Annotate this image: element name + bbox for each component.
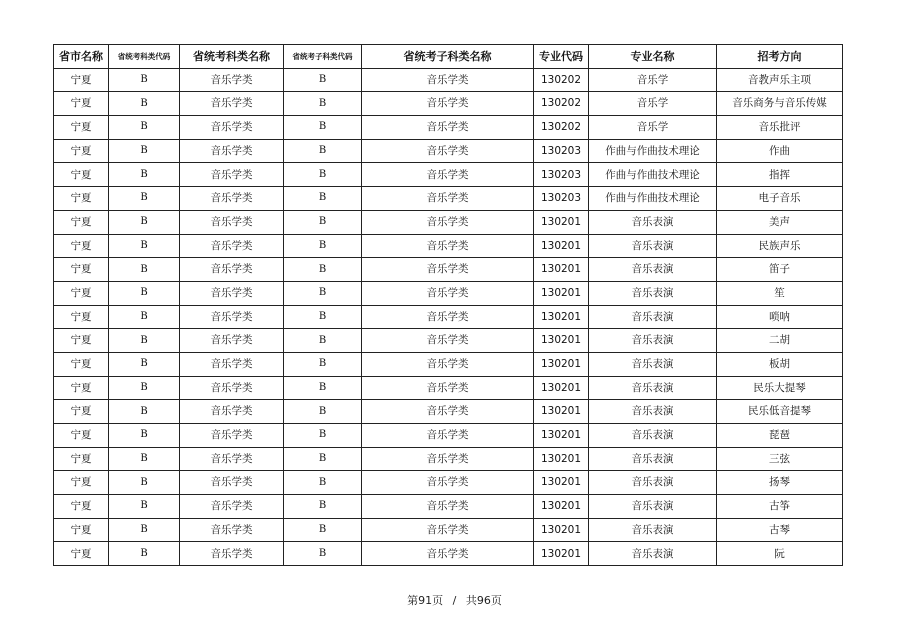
cell-subcategory-name: 音乐学类 <box>362 139 534 163</box>
cell-subcategory-name: 音乐学类 <box>362 234 534 258</box>
cell-major-code: 130201 <box>534 495 589 519</box>
cell-subcategory-code: B <box>284 305 362 329</box>
cell-direction: 民族声乐 <box>717 234 843 258</box>
cell-major-code: 130201 <box>534 305 589 329</box>
cell-category-name: 音乐学类 <box>180 329 284 353</box>
cell-category-code: B <box>109 258 180 282</box>
cell-subcategory-code: B <box>284 376 362 400</box>
table-row <box>54 471 843 495</box>
cell-category-code: B <box>109 352 180 376</box>
cell-category-code: B <box>109 376 180 400</box>
cell-province: 宁夏 <box>54 210 109 234</box>
cell-subcategory-name: 音乐学类 <box>362 400 534 424</box>
cell-province: 宁夏 <box>54 281 109 305</box>
cell-category-code: B <box>109 139 180 163</box>
table-row <box>54 518 843 542</box>
cell-subcategory-name: 音乐学类 <box>362 424 534 448</box>
cell-major-code: 130202 <box>534 68 589 92</box>
cell-province: 宁夏 <box>54 258 109 282</box>
cell-major-code: 130201 <box>534 518 589 542</box>
cell-major-code: 130201 <box>534 471 589 495</box>
table-row <box>54 447 843 471</box>
cell-subcategory-code: B <box>284 68 362 92</box>
cell-subcategory-name: 音乐学类 <box>362 187 534 211</box>
cell-province: 宁夏 <box>54 92 109 116</box>
cell-major-code: 130201 <box>534 400 589 424</box>
table-row <box>54 139 843 163</box>
cell-category-code: B <box>109 305 180 329</box>
cell-subcategory-code: B <box>284 424 362 448</box>
header-row <box>54 45 843 69</box>
cell-subcategory-name: 音乐学类 <box>362 376 534 400</box>
cell-direction: 阮 <box>717 542 843 566</box>
cell-subcategory-code: B <box>284 329 362 353</box>
cell-direction: 民乐低音提琴 <box>717 400 843 424</box>
cell-province: 宁夏 <box>54 542 109 566</box>
cell-subcategory-code: B <box>284 163 362 187</box>
cell-category-name: 音乐学类 <box>180 400 284 424</box>
cell-direction: 唢呐 <box>717 305 843 329</box>
cell-subcategory-name: 音乐学类 <box>362 281 534 305</box>
cell-major-code: 130201 <box>534 424 589 448</box>
cell-major-code: 130201 <box>534 352 589 376</box>
cell-category-name: 音乐学类 <box>180 376 284 400</box>
cell-province: 宁夏 <box>54 139 109 163</box>
cell-category-code: B <box>109 281 180 305</box>
table-body <box>54 68 843 565</box>
table-row <box>54 187 843 211</box>
cell-major-code: 130201 <box>534 258 589 282</box>
cell-major-name: 作曲与作曲技术理论 <box>589 139 717 163</box>
cell-major-code: 130201 <box>534 447 589 471</box>
cell-category-name: 音乐学类 <box>180 471 284 495</box>
page-total: 共96页 <box>465 594 502 607</box>
header-direction: 招考方向 <box>717 45 843 69</box>
cell-major-code: 130202 <box>534 92 589 116</box>
table-row <box>54 352 843 376</box>
cell-category-name: 音乐学类 <box>180 210 284 234</box>
cell-subcategory-code: B <box>284 495 362 519</box>
cell-province: 宁夏 <box>54 471 109 495</box>
cell-direction: 琵琶 <box>717 424 843 448</box>
cell-direction: 指挥 <box>717 163 843 187</box>
cell-direction: 古筝 <box>717 495 843 519</box>
cell-subcategory-code: B <box>284 352 362 376</box>
cell-major-code: 130201 <box>534 542 589 566</box>
cell-major-code: 130201 <box>534 376 589 400</box>
cell-major-name: 音乐学 <box>589 116 717 140</box>
cell-subcategory-code: B <box>284 187 362 211</box>
table-row <box>54 210 843 234</box>
cell-category-code: B <box>109 116 180 140</box>
cell-major-code: 130201 <box>534 281 589 305</box>
cell-major-name: 音乐表演 <box>589 518 717 542</box>
cell-category-code: B <box>109 447 180 471</box>
cell-province: 宁夏 <box>54 234 109 258</box>
cell-category-code: B <box>109 471 180 495</box>
header-category-name: 省统考科类名称 <box>180 45 284 69</box>
cell-category-code: B <box>109 424 180 448</box>
cell-category-name: 音乐学类 <box>180 139 284 163</box>
table-row <box>54 163 843 187</box>
cell-direction: 三弦 <box>717 447 843 471</box>
cell-major-name: 音乐表演 <box>589 329 717 353</box>
cell-subcategory-name: 音乐学类 <box>362 542 534 566</box>
cell-province: 宁夏 <box>54 187 109 211</box>
table-row <box>54 424 843 448</box>
cell-category-name: 音乐学类 <box>180 187 284 211</box>
table-row <box>54 542 843 566</box>
cell-major-code: 130203 <box>534 139 589 163</box>
cell-subcategory-code: B <box>284 447 362 471</box>
cell-major-name: 音乐表演 <box>589 234 717 258</box>
cell-subcategory-code: B <box>284 258 362 282</box>
cell-subcategory-name: 音乐学类 <box>362 495 534 519</box>
table-row <box>54 400 843 424</box>
cell-category-name: 音乐学类 <box>180 518 284 542</box>
cell-direction: 音乐批评 <box>717 116 843 140</box>
cell-major-code: 130201 <box>534 234 589 258</box>
cell-category-code: B <box>109 68 180 92</box>
cell-major-code: 130201 <box>534 329 589 353</box>
header-province: 省市名称 <box>54 45 109 69</box>
data-table <box>53 44 843 566</box>
cell-subcategory-name: 音乐学类 <box>362 68 534 92</box>
cell-major-name: 音乐表演 <box>589 258 717 282</box>
cell-major-name: 音乐表演 <box>589 281 717 305</box>
cell-subcategory-name: 音乐学类 <box>362 116 534 140</box>
cell-subcategory-code: B <box>284 92 362 116</box>
cell-category-code: B <box>109 92 180 116</box>
cell-direction: 电子音乐 <box>717 187 843 211</box>
cell-province: 宁夏 <box>54 116 109 140</box>
cell-major-name: 音乐表演 <box>589 424 717 448</box>
cell-category-name: 音乐学类 <box>180 258 284 282</box>
cell-major-name: 音乐表演 <box>589 305 717 329</box>
cell-category-name: 音乐学类 <box>180 542 284 566</box>
cell-direction: 美声 <box>717 210 843 234</box>
cell-category-name: 音乐学类 <box>180 116 284 140</box>
cell-major-name: 作曲与作曲技术理论 <box>589 163 717 187</box>
cell-category-code: B <box>109 234 180 258</box>
cell-category-name: 音乐学类 <box>180 68 284 92</box>
cell-subcategory-name: 音乐学类 <box>362 329 534 353</box>
cell-category-code: B <box>109 329 180 353</box>
cell-subcategory-code: B <box>284 139 362 163</box>
cell-subcategory-code: B <box>284 471 362 495</box>
table-row <box>54 234 843 258</box>
cell-province: 宁夏 <box>54 424 109 448</box>
cell-major-name: 音乐表演 <box>589 352 717 376</box>
cell-major-name: 音乐学 <box>589 68 717 92</box>
cell-category-code: B <box>109 518 180 542</box>
cell-major-name: 音乐表演 <box>589 376 717 400</box>
cell-category-name: 音乐学类 <box>180 424 284 448</box>
cell-province: 宁夏 <box>54 447 109 471</box>
table-row <box>54 305 843 329</box>
table-row <box>54 92 843 116</box>
cell-direction: 笙 <box>717 281 843 305</box>
cell-major-code: 130203 <box>534 187 589 211</box>
table-row <box>54 258 843 282</box>
cell-category-name: 音乐学类 <box>180 305 284 329</box>
cell-subcategory-code: B <box>284 234 362 258</box>
cell-major-name: 音乐表演 <box>589 400 717 424</box>
cell-category-name: 音乐学类 <box>180 352 284 376</box>
table-row <box>54 329 843 353</box>
cell-subcategory-name: 音乐学类 <box>362 518 534 542</box>
cell-direction: 二胡 <box>717 329 843 353</box>
cell-subcategory-name: 音乐学类 <box>362 352 534 376</box>
header-subcategory-code: 省统考子科类代码 <box>284 45 362 69</box>
cell-direction: 作曲 <box>717 139 843 163</box>
cell-major-code: 130203 <box>534 163 589 187</box>
cell-subcategory-code: B <box>284 116 362 140</box>
cell-major-name: 音乐学 <box>589 92 717 116</box>
table-row <box>54 376 843 400</box>
header-subcategory-name: 省统考子科类名称 <box>362 45 534 69</box>
cell-category-name: 音乐学类 <box>180 281 284 305</box>
cell-direction: 民乐大提琴 <box>717 376 843 400</box>
cell-major-code: 130201 <box>534 210 589 234</box>
cell-subcategory-code: B <box>284 281 362 305</box>
cell-direction: 音乐商务与音乐传媒 <box>717 92 843 116</box>
cell-direction: 扬琴 <box>717 471 843 495</box>
cell-province: 宁夏 <box>54 495 109 519</box>
cell-direction: 板胡 <box>717 352 843 376</box>
cell-category-code: B <box>109 210 180 234</box>
cell-direction: 音教声乐主项 <box>717 68 843 92</box>
cell-category-code: B <box>109 187 180 211</box>
cell-subcategory-name: 音乐学类 <box>362 92 534 116</box>
cell-category-name: 音乐学类 <box>180 447 284 471</box>
page-separator: / <box>452 594 457 607</box>
cell-subcategory-name: 音乐学类 <box>362 471 534 495</box>
cell-major-name: 音乐表演 <box>589 447 717 471</box>
cell-province: 宁夏 <box>54 518 109 542</box>
cell-subcategory-name: 音乐学类 <box>362 163 534 187</box>
cell-major-name: 音乐表演 <box>589 542 717 566</box>
table-row <box>54 116 843 140</box>
cell-province: 宁夏 <box>54 352 109 376</box>
cell-category-code: B <box>109 400 180 424</box>
cell-subcategory-name: 音乐学类 <box>362 210 534 234</box>
page-number: 第91页 <box>407 594 444 607</box>
cell-category-code: B <box>109 542 180 566</box>
cell-province: 宁夏 <box>54 163 109 187</box>
cell-subcategory-name: 音乐学类 <box>362 447 534 471</box>
cell-major-name: 音乐表演 <box>589 210 717 234</box>
cell-subcategory-code: B <box>284 210 362 234</box>
header-category-code: 省统考科类代码 <box>109 45 180 69</box>
cell-category-name: 音乐学类 <box>180 92 284 116</box>
cell-subcategory-code: B <box>284 542 362 566</box>
cell-province: 宁夏 <box>54 305 109 329</box>
cell-major-name: 音乐表演 <box>589 495 717 519</box>
cell-major-name: 作曲与作曲技术理论 <box>589 187 717 211</box>
header-major-code: 专业代码 <box>534 45 589 69</box>
cell-category-name: 音乐学类 <box>180 495 284 519</box>
table-row <box>54 68 843 92</box>
header-major-name: 专业名称 <box>589 45 717 69</box>
cell-subcategory-code: B <box>284 518 362 542</box>
cell-subcategory-code: B <box>284 400 362 424</box>
table-row <box>54 495 843 519</box>
cell-province: 宁夏 <box>54 376 109 400</box>
cell-category-code: B <box>109 495 180 519</box>
page-footer <box>0 592 909 608</box>
cell-category-name: 音乐学类 <box>180 163 284 187</box>
cell-subcategory-name: 音乐学类 <box>362 305 534 329</box>
cell-major-code: 130202 <box>534 116 589 140</box>
cell-province: 宁夏 <box>54 68 109 92</box>
cell-province: 宁夏 <box>54 400 109 424</box>
cell-province: 宁夏 <box>54 329 109 353</box>
cell-category-code: B <box>109 163 180 187</box>
cell-category-name: 音乐学类 <box>180 234 284 258</box>
cell-major-name: 音乐表演 <box>589 471 717 495</box>
cell-subcategory-name: 音乐学类 <box>362 258 534 282</box>
table-row <box>54 281 843 305</box>
cell-direction: 古琴 <box>717 518 843 542</box>
cell-direction: 笛子 <box>717 258 843 282</box>
